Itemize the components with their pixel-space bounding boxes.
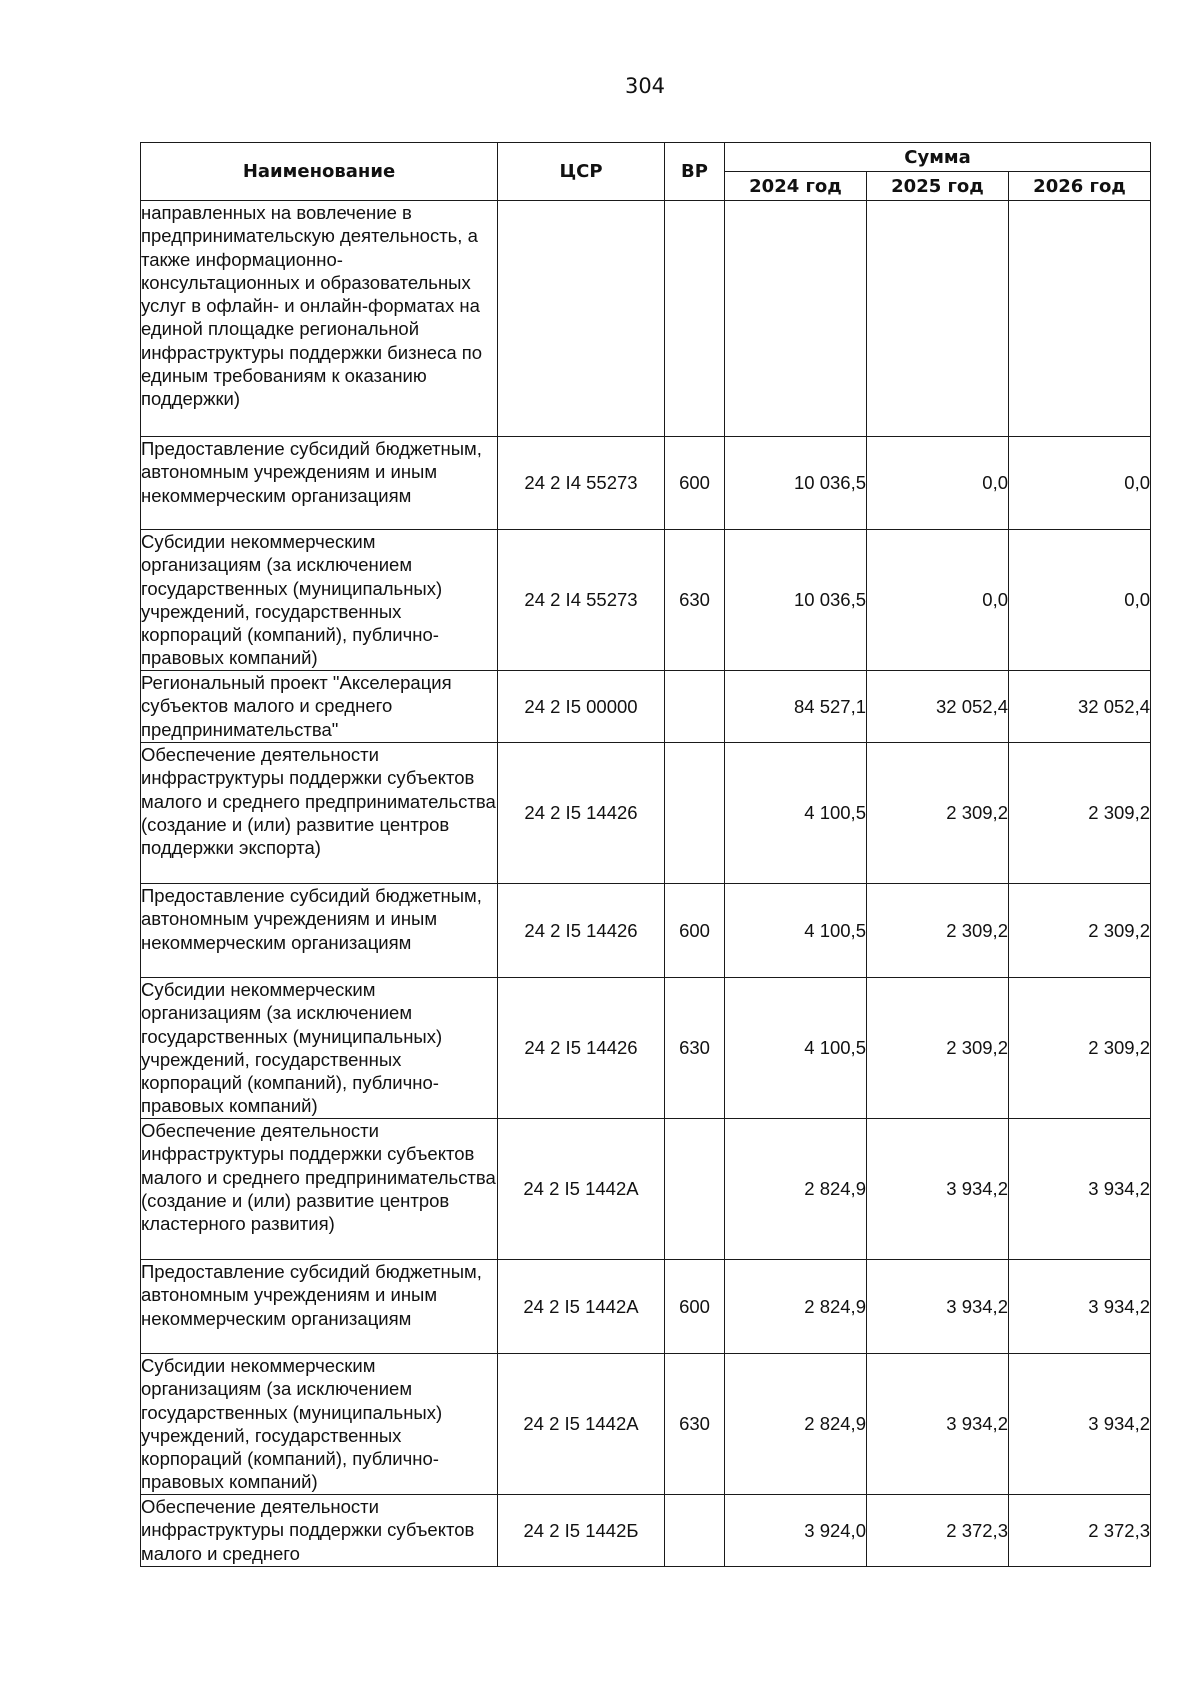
row-value-2024: 4 100,5	[725, 743, 867, 884]
row-vr	[665, 1119, 725, 1260]
row-vr: 630	[665, 1354, 725, 1495]
row-name: Субсидии некоммерческим организациям (за исключением государственных (муниципальных) учреждений, государственных корпораций (компаний), публично-правовых компаний)	[141, 978, 498, 1119]
table-row	[141, 1260, 1151, 1354]
row-value-2026: 2 372,3	[1009, 1495, 1151, 1567]
row-value-2026: 2 309,2	[1009, 884, 1151, 978]
row-value-2025: 0,0	[867, 530, 1009, 671]
table-row	[141, 530, 1151, 671]
row-value-2024	[725, 201, 867, 437]
row-value-2024: 4 100,5	[725, 978, 867, 1119]
row-csr: 24 2 I4 55273	[498, 437, 665, 530]
header-csr: ЦСР	[498, 143, 665, 201]
budget-table	[140, 142, 1151, 1567]
table-row	[141, 978, 1151, 1119]
table-row	[141, 1119, 1151, 1260]
table-row	[141, 743, 1151, 884]
row-value-2024: 3 924,0	[725, 1495, 867, 1567]
row-value-2025	[867, 201, 1009, 437]
row-value-2026: 32 052,4	[1009, 671, 1151, 743]
header-row	[141, 143, 1151, 172]
row-value-2026: 0,0	[1009, 437, 1151, 530]
row-csr: 24 2 I5 14426	[498, 884, 665, 978]
row-value-2026: 2 309,2	[1009, 743, 1151, 884]
row-name: Предоставление субсидий бюджетным, автономным учреждениям и иным некоммерческим организациям	[141, 884, 498, 978]
row-csr: 24 2 I5 1442А	[498, 1260, 665, 1354]
row-csr: 24 2 I5 1442А	[498, 1119, 665, 1260]
row-value-2026	[1009, 201, 1151, 437]
table-row	[141, 437, 1151, 530]
row-value-2025: 2 309,2	[867, 884, 1009, 978]
row-vr: 630	[665, 978, 725, 1119]
header-sum: Сумма	[725, 143, 1151, 172]
row-vr: 630	[665, 530, 725, 671]
row-value-2025: 3 934,2	[867, 1354, 1009, 1495]
header-year-2024: 2024 год	[725, 172, 867, 201]
row-value-2024: 84 527,1	[725, 671, 867, 743]
row-value-2024: 4 100,5	[725, 884, 867, 978]
row-csr: 24 2 I5 1442Б	[498, 1495, 665, 1567]
row-vr	[665, 201, 725, 437]
row-name: Обеспечение деятельности инфраструктуры поддержки субъектов малого и среднего предпринимательства (создание и (или) развитие центров поддержки экспорта)	[141, 743, 498, 884]
row-csr: 24 2 I5 14426	[498, 743, 665, 884]
row-value-2025: 3 934,2	[867, 1119, 1009, 1260]
row-vr: 600	[665, 437, 725, 530]
row-value-2026: 3 934,2	[1009, 1260, 1151, 1354]
header-name: Наименование	[141, 143, 498, 201]
row-name: Субсидии некоммерческим организациям (за исключением государственных (муниципальных) учреждений, государственных корпораций (компаний), публично-правовых компаний)	[141, 1354, 498, 1495]
row-vr	[665, 1495, 725, 1567]
header-vr: ВР	[665, 143, 725, 201]
row-value-2025: 2 309,2	[867, 743, 1009, 884]
row-csr: 24 2 I5 1442А	[498, 1354, 665, 1495]
page-number: 304	[624, 74, 666, 98]
row-csr: 24 2 I4 55273	[498, 530, 665, 671]
row-value-2024: 2 824,9	[725, 1354, 867, 1495]
row-name: Обеспечение деятельности инфраструктуры поддержки субъектов малого и среднего предпринимательства (создание и (или) развитие центров кластерного развития)	[141, 1119, 498, 1260]
table-row	[141, 671, 1151, 743]
row-value-2026: 2 309,2	[1009, 978, 1151, 1119]
row-value-2026: 0,0	[1009, 530, 1151, 671]
row-value-2025: 2 309,2	[867, 978, 1009, 1119]
table-row	[141, 1354, 1151, 1495]
table-row	[141, 884, 1151, 978]
row-value-2026: 3 934,2	[1009, 1119, 1151, 1260]
row-csr	[498, 201, 665, 437]
table-row	[141, 201, 1151, 437]
row-value-2025: 2 372,3	[867, 1495, 1009, 1567]
row-name: Субсидии некоммерческим организациям (за исключением государственных (муниципальных) учреждений, государственных корпораций (компаний), публично-правовых компаний)	[141, 530, 498, 671]
row-value-2025: 0,0	[867, 437, 1009, 530]
row-name: Предоставление субсидий бюджетным, автономным учреждениям и иным некоммерческим организациям	[141, 1260, 498, 1354]
row-value-2024: 10 036,5	[725, 530, 867, 671]
row-vr	[665, 671, 725, 743]
row-value-2024: 2 824,9	[725, 1119, 867, 1260]
row-value-2024: 10 036,5	[725, 437, 867, 530]
row-name: Обеспечение деятельности инфраструктуры поддержки субъектов малого и среднего	[141, 1495, 498, 1567]
row-name: Региональный проект "Акселерация субъектов малого и среднего предпринимательства"	[141, 671, 498, 743]
row-value-2025: 32 052,4	[867, 671, 1009, 743]
row-value-2024: 2 824,9	[725, 1260, 867, 1354]
row-vr: 600	[665, 884, 725, 978]
row-name: Предоставление субсидий бюджетным, автономным учреждениям и иным некоммерческим организациям	[141, 437, 498, 530]
header-year-2026: 2026 год	[1009, 172, 1151, 201]
row-vr: 600	[665, 1260, 725, 1354]
row-vr	[665, 743, 725, 884]
row-value-2026: 3 934,2	[1009, 1354, 1151, 1495]
row-value-2025: 3 934,2	[867, 1260, 1009, 1354]
row-name: направленных на вовлечение в предпринимательскую деятельность, а также информационно-консультационных и образовательных услуг в офлайн- и онлайн-форматах на единой площадке региональной инфраструктуры поддержки бизнеса по единым требованиям к оказанию поддержки)	[141, 201, 498, 437]
header-year-2025: 2025 год	[867, 172, 1009, 201]
row-csr: 24 2 I5 14426	[498, 978, 665, 1119]
row-csr: 24 2 I5 00000	[498, 671, 665, 743]
table-row	[141, 1495, 1151, 1567]
